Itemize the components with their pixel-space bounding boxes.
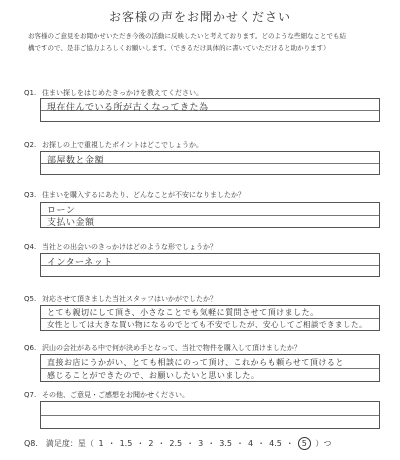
- question-number: Q5.: [24, 295, 37, 303]
- question-4: [24, 242, 384, 252]
- answer-line: インターネット: [47, 258, 113, 268]
- question-text: その他、ご意見・ご感想をお聞かせください。: [42, 391, 189, 399]
- question-3: [24, 190, 384, 200]
- rating-separator: ・: [157, 439, 166, 448]
- rating-option[interactable]: 2.5: [169, 439, 183, 448]
- answer-line: 現在住んでいる所が古くなってきた為: [47, 103, 209, 113]
- answer-line: 直接お店にうかがい、とても相談にのって頂け、これからも頼らせて頂けると: [47, 358, 344, 367]
- satisfaction-label: Q8. 満足度：星（: [24, 439, 94, 448]
- rating-option[interactable]: 1: [98, 439, 104, 448]
- rating-option[interactable]: 2: [148, 439, 154, 448]
- question-number: Q3.: [24, 191, 37, 199]
- question-number: Q7.: [24, 391, 37, 399]
- answer-line: 支払い金額: [47, 218, 95, 228]
- answer-line: 感じることができたので、お願いしたいと思いました。: [47, 371, 260, 380]
- question-7: [24, 390, 384, 400]
- question-5: [24, 294, 384, 304]
- question-6: [24, 343, 384, 353]
- rating-separator: ・: [235, 439, 244, 448]
- question-number: Q2.: [24, 141, 37, 149]
- satisfaction-options: [96, 439, 312, 448]
- rating-separator: ・: [136, 439, 145, 448]
- question-text: 住まい探しをはじめたきっかけを教えてください。: [42, 89, 203, 97]
- question-text: 当社との出会いのきっかけはどのような形でしょうか？: [42, 243, 217, 251]
- rating-separator: ・: [285, 439, 294, 448]
- answer-line: ローン: [47, 206, 76, 216]
- question-1: [24, 88, 384, 98]
- intro-line: 構ですので、是非ご協力よろしくお願いします。（できるだけ具体的に書いていただけると助かります）: [28, 44, 330, 52]
- question-text: 沢山の会社がある中で何が決め手となって、当社で物件を購入して頂けましたか？: [42, 344, 301, 352]
- answer-box-2: [40, 151, 380, 175]
- question-2: [24, 140, 384, 150]
- satisfaction-suffix: ）つ: [315, 439, 332, 448]
- page-title: お客様の声をお聞かせください: [108, 10, 291, 24]
- rating-separator: ・: [207, 439, 216, 448]
- question-number: Q6.: [24, 344, 37, 352]
- answer-line: とても親切にして頂き、小さなことでも気軽に質問させて頂けました。: [47, 308, 319, 317]
- answer-box-6: [40, 354, 380, 382]
- answer-line: 女性としては大きな買い物になるのでとても不安でしたが、安心してご相談できました。: [47, 320, 367, 329]
- rating-separator: ・: [257, 439, 266, 448]
- intro-line: お客様のご意見をお聞かせいただき今後の活動に反映したいと考えております。どのような些細なことでも結: [28, 32, 346, 40]
- question-number: Q1.: [24, 89, 37, 97]
- question-text: お探しの上で重視したポイントはどこでしょうか。: [42, 141, 203, 149]
- rating-option[interactable]: 4: [247, 439, 254, 448]
- question-number: Q4.: [24, 243, 37, 251]
- answer-box-4: [40, 253, 380, 277]
- question-text: 対応させて頂きました当社スタッフはいかがでしたか？: [42, 295, 217, 303]
- satisfaction-rating: [24, 437, 384, 450]
- question-text: 住まいを購入するにあたり、どんなことが不安になりましたか？: [42, 191, 245, 199]
- answer-box-3: [40, 202, 380, 228]
- answer-box-5: [40, 305, 380, 331]
- rating-option[interactable]: 3.5: [219, 439, 232, 448]
- answer-line: 部屋数と金額: [47, 156, 105, 166]
- answer-box-1: [40, 98, 380, 122]
- rating-option[interactable]: 4.5: [269, 439, 282, 448]
- rating-separator: ・: [186, 439, 195, 448]
- intro-text: [28, 30, 378, 54]
- rating-option[interactable]: 1.5: [119, 439, 133, 448]
- answer-box-7: [40, 401, 380, 429]
- rating-separator: ・: [107, 439, 116, 448]
- rating-option[interactable]: 5: [298, 437, 311, 450]
- rating-option[interactable]: 3: [198, 439, 204, 448]
